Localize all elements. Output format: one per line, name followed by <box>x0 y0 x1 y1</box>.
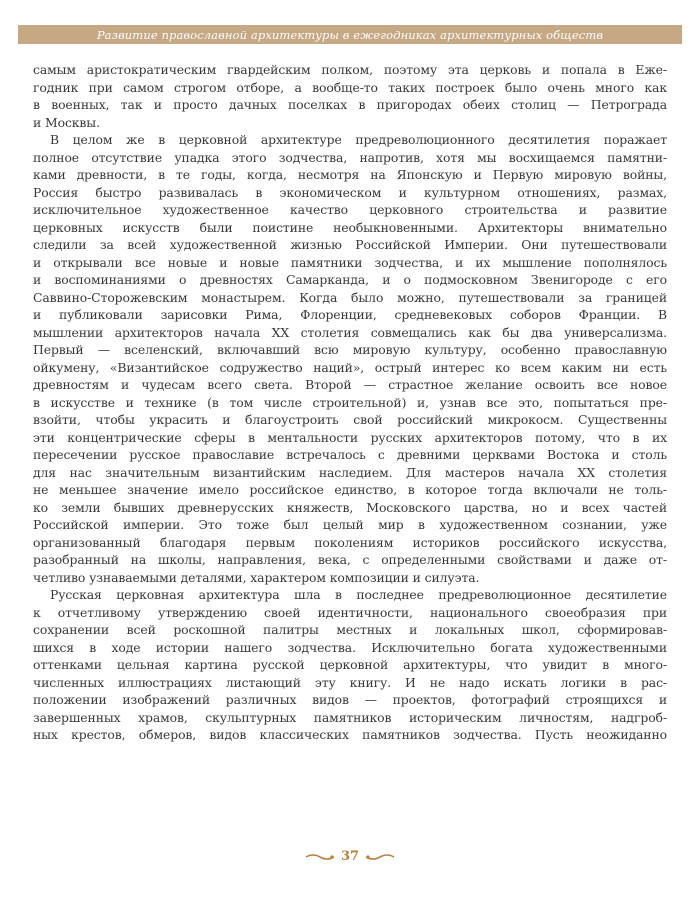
page-footer <box>0 849 700 864</box>
paragraph-2 <box>33 131 667 586</box>
text-line: и публиковали зарисовки Рима, Флоренции, средневековых соборов Франции. В <box>33 307 667 322</box>
text-line: и Москвы. <box>33 114 100 130</box>
text-line: взойти, чтобы украсить и благоустроить свой российский микрокосм. Существенны <box>33 412 667 427</box>
page-number: 37 <box>340 849 360 864</box>
text-line: для нас значительным византийским наследием. Для мастеров начала XX столетия <box>33 464 667 480</box>
text-line: и воспоминаниями о древностях Самарканда, и о подмосковном Звенигороде с его <box>33 272 667 287</box>
text-line: и открывали все новые и новые памятники зодчества, и их мышление пополнялось <box>33 254 667 270</box>
right-ornament-icon <box>365 853 395 861</box>
body-text <box>33 61 667 744</box>
text-line: В целом же в церковной архитектуре предреволюционного десятилетия поражает <box>50 132 667 147</box>
paragraph-1 <box>33 61 667 131</box>
text-line: завершенных храмов, скульптурных памятников историческим личностям, надгроб- <box>33 709 667 725</box>
text-line: самым аристократическим гвардейским полком, поэтому эта церковь и попала в Еже- <box>33 62 667 77</box>
text-line: численных иллюстрациях листающий эту книгу. И не надо искать логики в рас- <box>33 674 667 690</box>
text-line: годник при самом строгом отборе, а вообще-то таких построек было очень много как <box>33 79 667 95</box>
text-line: Россия быстро развивалась в экономическом и культурном отношениях, размах, <box>33 184 667 200</box>
text-line: организованный благодаря первым поколениям историков российского искусства, <box>33 534 667 550</box>
text-line: эти концентрические сферы в ментальности русских архитекторов потому, что в их <box>33 429 667 445</box>
text-line: четливо узнаваемыми деталями, характером композиции и силуэта. <box>33 569 480 585</box>
text-line: оттенками цельная картина русской церковной архитектуры, что увидит в много- <box>33 657 667 672</box>
text-line: к отчетливому утверждению своей идентичности, национального своеобразия при <box>33 604 667 620</box>
text-line: древностям и чудесам всего света. Второй — страстное желание освоить все новое <box>33 377 667 392</box>
text-line: Первый — вселенский, включавший всю мировую культуру, особенно православную <box>33 342 667 357</box>
text-line: следили за всей художественной жизнью Российской Империи. Они путешествовали <box>33 237 667 252</box>
text-line: в военных, так и просто дачных поселках в пригородах обеих столиц — Петрограда <box>33 97 667 112</box>
text-line: разобранный на школы, направления, века, с определенными свойствами и даже от- <box>33 552 667 567</box>
text-line: шихся в ходе истории нашего зодчества. Исключительно богата художественными <box>33 639 667 655</box>
text-line: положении изображений различных видов — проектов, фотографий строящихся и <box>33 692 667 707</box>
text-line: не меньшее значение имело российское единство, в которое тогда включали не толь- <box>33 482 667 497</box>
text-line: сохранении всей роскошной палитры местных и локальных школ, сформировав- <box>33 622 667 637</box>
text-line: Российской империи. Это тоже был целый мир в художественном сознании, уже <box>33 517 667 532</box>
running-header-title: Развитие православной архитектуры в ежегодниках архитектурных обществ <box>96 27 604 42</box>
text-line: Русская церковная архитектура шла в последнее предреволюционное десятилетие <box>50 587 667 602</box>
text-line: мышлении архитекторов начала XX столетия совмещались как бы два универсализма. <box>33 324 667 340</box>
left-ornament-icon <box>305 853 335 861</box>
text-line: в искусстве и технике (в том числе строительной) и, узнав все это, попытаться пре- <box>33 394 667 410</box>
text-line: ных крестов, обмеров, видов классических памятников зодчества. Пусть неожиданно <box>33 727 667 742</box>
text-line: полное отсутствие упадка этого зодчества, напротив, хотя мы восхищаемся памятни- <box>33 149 667 165</box>
running-header <box>18 25 682 44</box>
text-line: ками древности, в те годы, когда, несмотря на Японскую и Первую мировую войны, <box>33 167 667 182</box>
text-line: Саввино-Сторожевским монастырем. Когда было можно, путешествовали за границей <box>33 289 667 305</box>
text-line: пересечении русское православие встречалось с древними церквами Востока и столь <box>33 447 667 462</box>
text-line: церковных искусств были поистине необыкновенными. Архитекторы внимательно <box>33 219 667 235</box>
text-line: ко земли бывших древнерусских княжеств, Московского царства, но и всех частей <box>33 499 667 515</box>
text-line: ойкумену, «Византийское содружество наций», острый интерес ко всем каким ни есть <box>33 359 667 375</box>
paragraph-3 <box>33 586 667 744</box>
text-line: исключительное художественное качество церковного строительства и развитие <box>33 202 667 217</box>
